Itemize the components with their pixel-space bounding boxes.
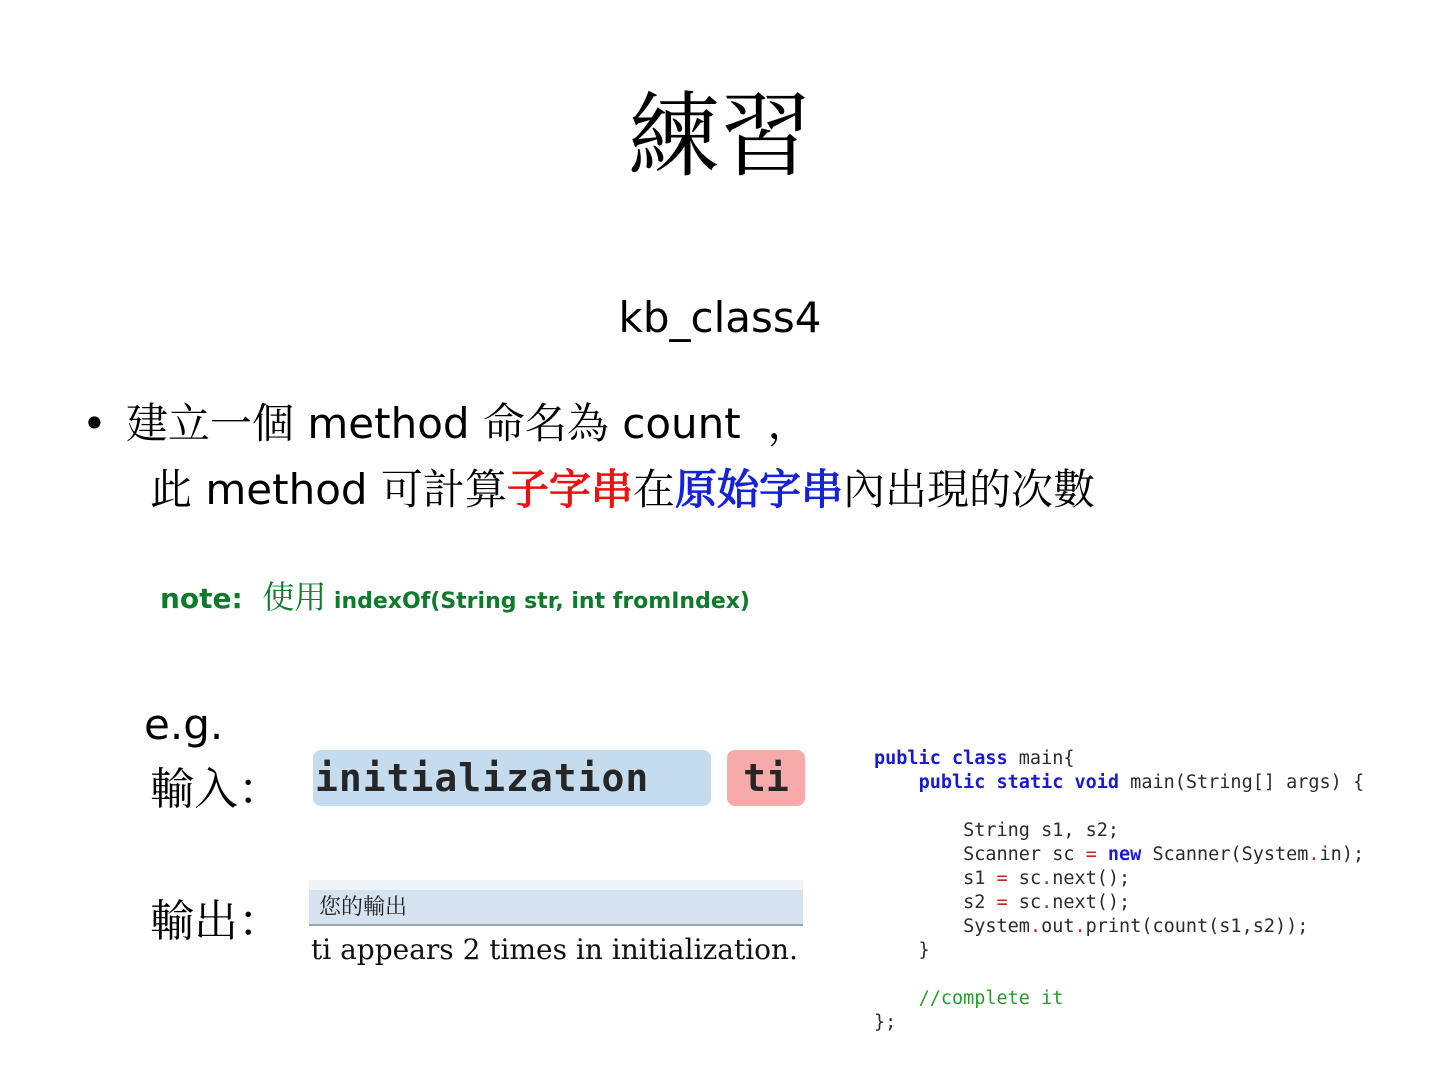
code-operator: . <box>1308 844 1320 865</box>
note-line <box>160 578 750 621</box>
code-text: sc <box>1007 868 1042 889</box>
code-text: s2 <box>874 892 997 913</box>
original-string-highlight: 原始字串 <box>674 465 843 514</box>
code-text: print(count(s1,s2)); <box>1085 916 1309 937</box>
code-text: next(); <box>1052 892 1131 913</box>
code-operator: = <box>996 892 1008 913</box>
code-text: } <box>874 940 930 961</box>
bullet-line-2 <box>150 462 1095 518</box>
code-keyword: new <box>1107 844 1142 865</box>
code-text: sc <box>1007 892 1042 913</box>
code-text: String s1, s2; <box>874 820 1120 841</box>
code-operator: = <box>1085 844 1097 865</box>
code-comment: //complete it <box>918 988 1064 1009</box>
bullet-line-1 <box>82 396 809 452</box>
substring-highlight: 子字串 <box>506 465 633 514</box>
code-keyword: public class <box>874 748 1008 769</box>
note-label: note: <box>160 582 263 615</box>
bullet-text-2c: 內出現的次數 <box>842 465 1095 514</box>
code-text: Scanner sc <box>874 844 1086 865</box>
output-label: 輸出： <box>150 896 282 947</box>
code-text: System <box>874 916 1030 937</box>
note-cjk: 使用 <box>262 578 327 616</box>
slide-title: 練習 <box>627 83 812 190</box>
code-text: main{ <box>1007 748 1075 769</box>
output-panel-text: ti appears 2 times in initialization. <box>311 933 798 966</box>
code-text: next(); <box>1052 868 1131 889</box>
code-operator: = <box>996 868 1008 889</box>
bullet-text-2a: 此 method 可計算 <box>150 465 507 514</box>
example-label: e.g. <box>144 700 224 749</box>
bullet-text-2b: 在 <box>632 465 675 514</box>
code-indent <box>874 772 919 793</box>
code-text: Scanner(System <box>1141 844 1309 865</box>
code-space <box>1097 844 1108 865</box>
code-indent <box>874 988 919 1009</box>
code-block <box>874 747 1364 1035</box>
slide-subtitle: kb_class4 <box>618 293 822 342</box>
code-text: out <box>1041 916 1075 937</box>
input-substring: ti <box>727 750 805 806</box>
code-operator: . <box>1041 868 1053 889</box>
code-text: s1 <box>874 868 997 889</box>
code-text: }; <box>874 1012 897 1033</box>
bullet-marker: • <box>82 399 107 448</box>
note-signature: indexOf(String str, int fromIndex) <box>326 589 750 614</box>
code-keyword: public static void <box>918 772 1120 793</box>
input-label: 輸入： <box>150 764 282 815</box>
code-text: main(String[] args) { <box>1119 772 1365 793</box>
code-operator: . <box>1074 916 1086 937</box>
output-panel-header: 您的輸出 <box>309 880 803 926</box>
code-operator: . <box>1029 916 1042 937</box>
code-operator: . <box>1041 892 1053 913</box>
input-original-string: initialization <box>313 750 711 806</box>
output-panel <box>309 880 803 970</box>
bullet-text-1: 建立一個 method 命名為 count ， <box>126 399 810 448</box>
code-text: in); <box>1319 844 1365 865</box>
